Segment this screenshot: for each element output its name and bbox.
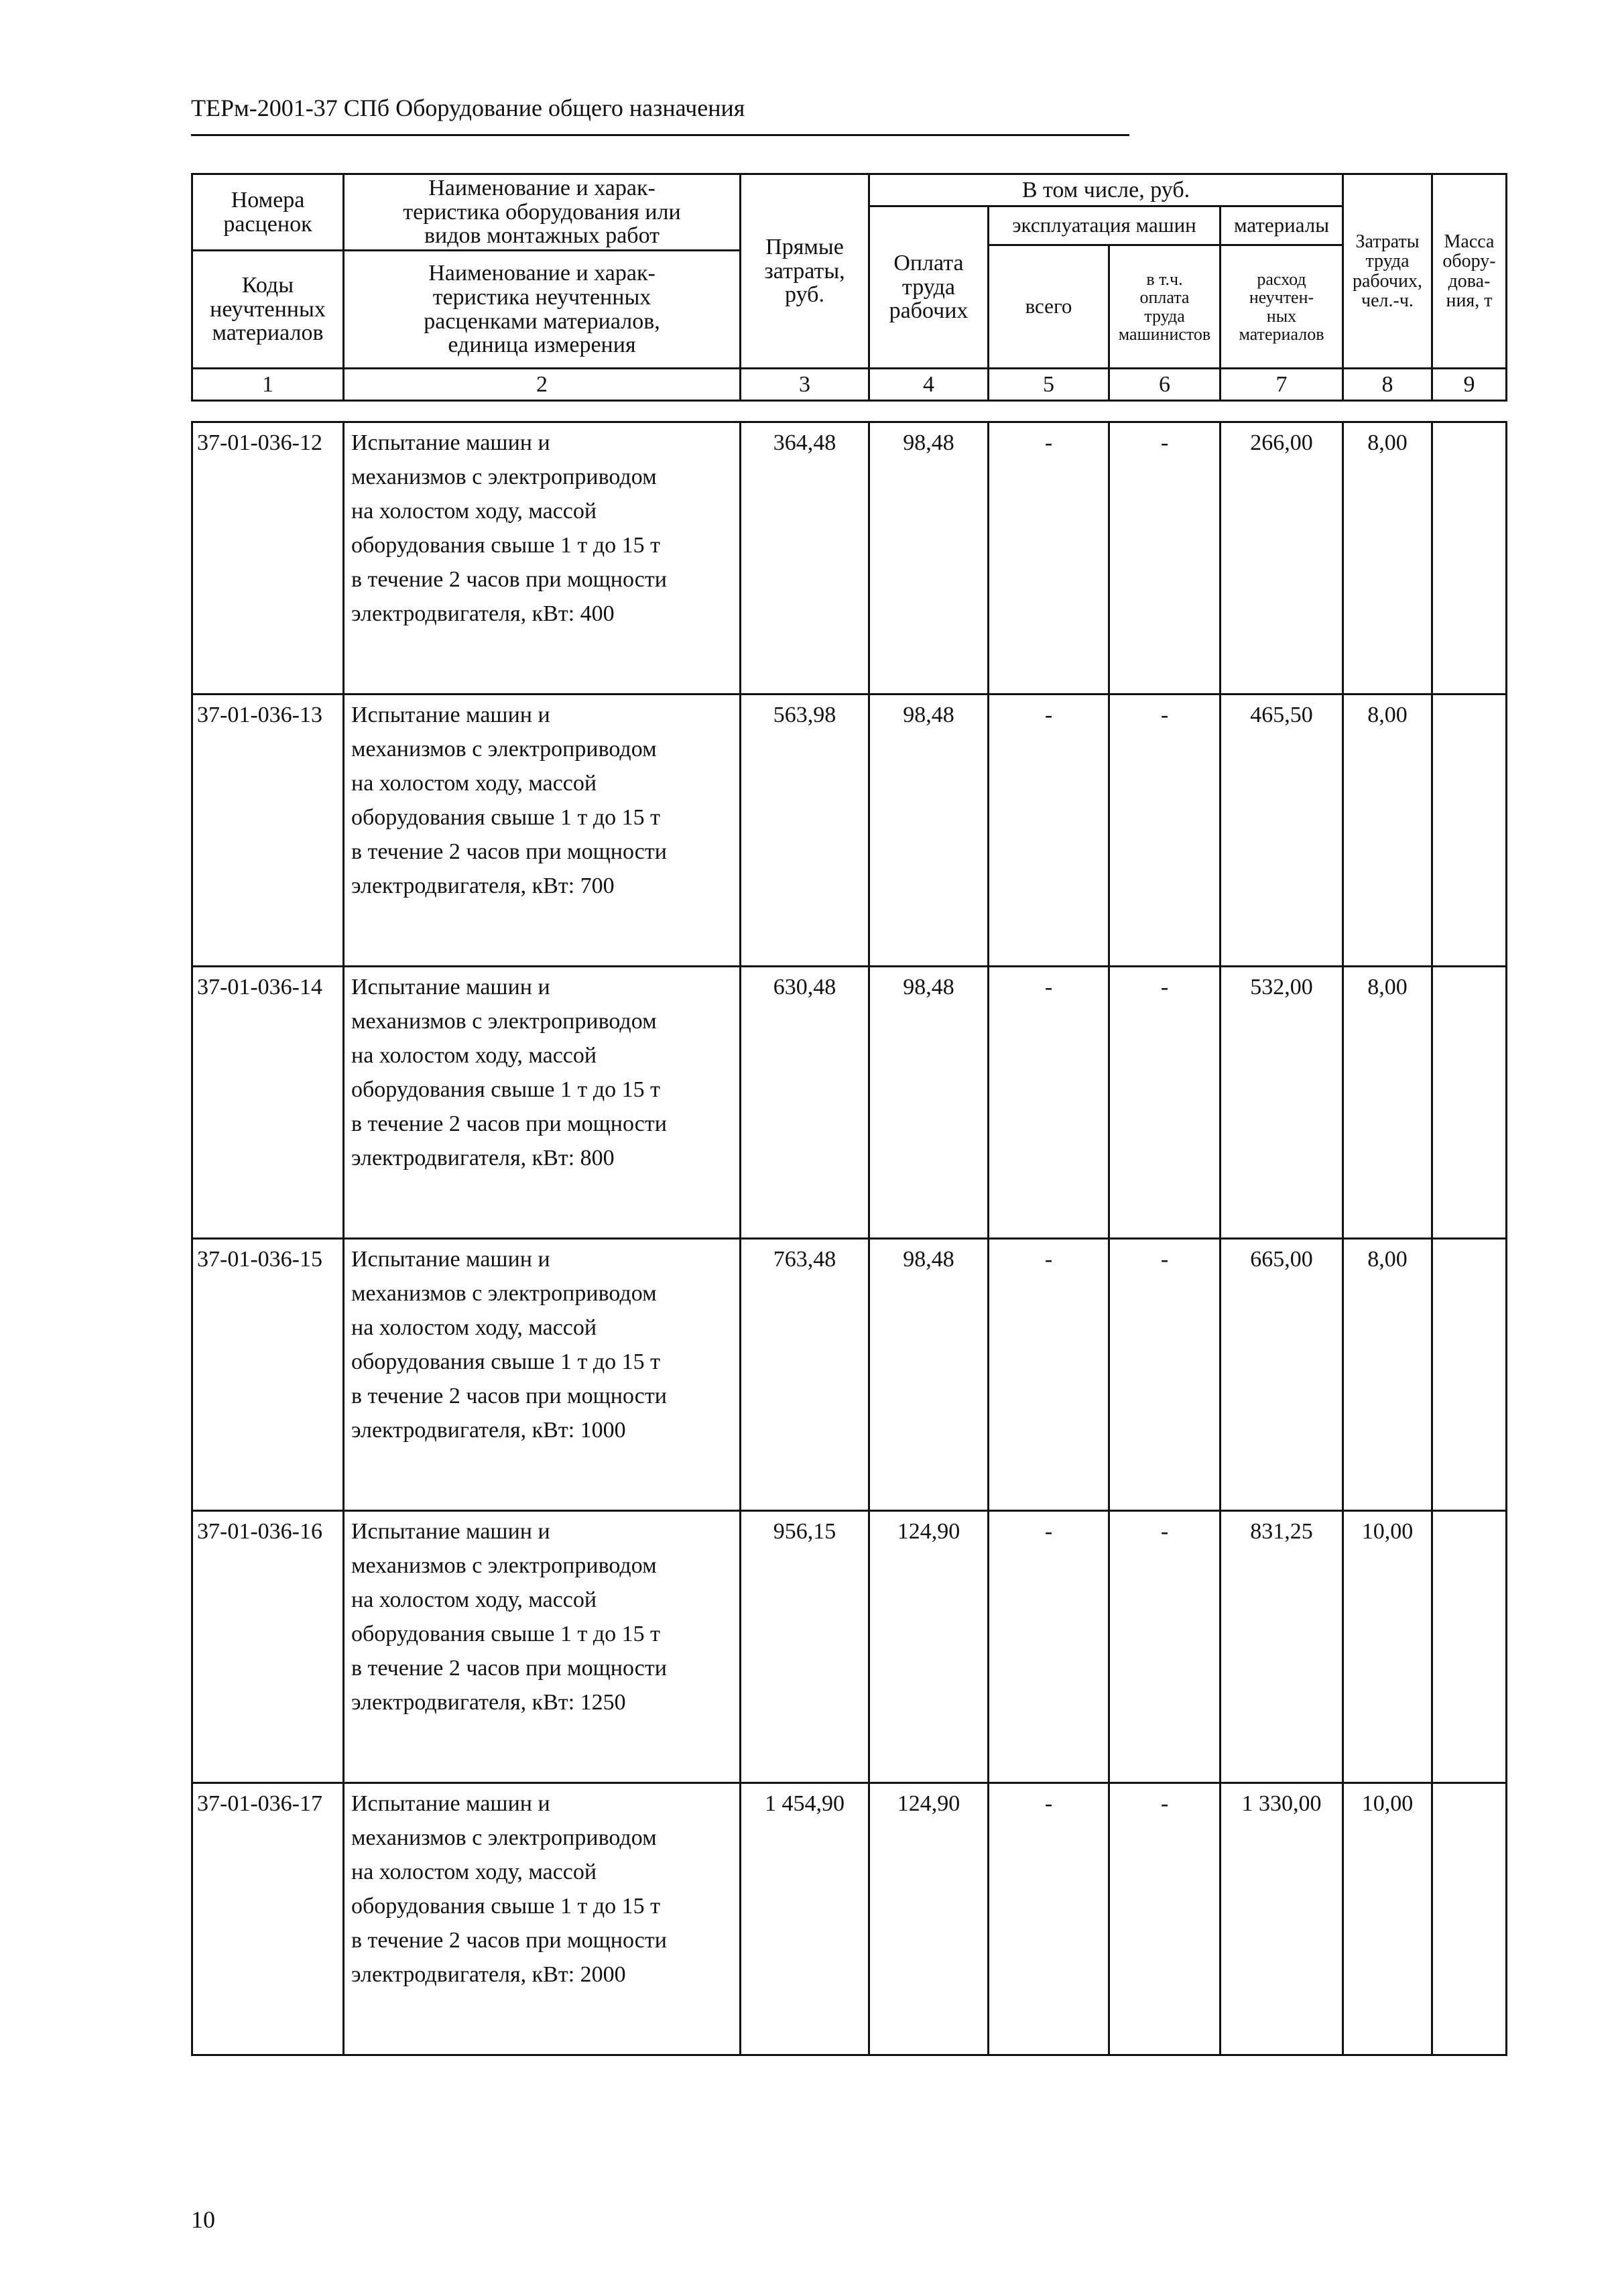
- column-number: 9: [1432, 369, 1507, 401]
- description-line: в течение 2 часов при мощности: [351, 839, 667, 864]
- column-number: 7: [1221, 369, 1343, 401]
- description-line: оборудования свыше 1 т до 15 т: [351, 1622, 661, 1646]
- column-number: 8: [1343, 369, 1432, 401]
- direct-costs: 763,48: [741, 1239, 869, 1511]
- description-line: на холостом ходу, массой: [351, 1315, 597, 1340]
- description-line: на холостом ходу, массой: [351, 1043, 597, 1068]
- direct-costs: 956,15: [741, 1511, 869, 1783]
- rate-description: [344, 967, 741, 1239]
- description-line: оборудования свыше 1 т до 15 т: [351, 805, 661, 830]
- header-codes: Номера расценок: [192, 174, 344, 251]
- equipment-mass: [1432, 1511, 1507, 1783]
- labor-pay: 98,48: [869, 694, 989, 967]
- description-line: Испытание машин и: [351, 703, 550, 727]
- machinists-pay: -: [1109, 1511, 1221, 1783]
- description-line: механизмов с электроприводом: [351, 1825, 657, 1850]
- direct-costs: 364,48: [741, 422, 869, 694]
- header-name: Наименование и харак- теристика оборудования или видов монтажных работ: [344, 174, 741, 251]
- labor-pay: 98,48: [869, 1239, 989, 1511]
- equipment-mass: [1432, 967, 1507, 1239]
- labor-pay: 124,90: [869, 1783, 989, 2055]
- description-line: на холостом ходу, массой: [351, 1860, 597, 1884]
- rate-description: [344, 1783, 741, 2055]
- description-line: на холостом ходу, массой: [351, 771, 597, 796]
- labor-pay: 98,48: [869, 967, 989, 1239]
- description-line: механизмов с электроприводом: [351, 737, 657, 762]
- description-line: в течение 2 часов при мощности: [351, 1384, 667, 1408]
- column-number: 5: [989, 369, 1109, 401]
- description-line: механизмов с электроприводом: [351, 1281, 657, 1306]
- materials-cost: 465,50: [1221, 694, 1343, 967]
- description-line: электродвигателя, кВт: 700: [351, 873, 615, 898]
- rate-description: [344, 694, 741, 967]
- description-line: электродвигателя, кВт: 800: [351, 1146, 615, 1170]
- materials-cost: 266,00: [1221, 422, 1343, 694]
- header-name-unaccounted: Наименование и харак- теристика неучтенных расценками материалов, единица измерения: [344, 251, 741, 369]
- rate-description: [344, 1239, 741, 1511]
- rates-table: [191, 421, 1507, 2056]
- description-line: Испытание машин и: [351, 430, 550, 455]
- description-line: электродвигателя, кВт: 1000: [351, 1418, 626, 1443]
- column-numbers-row: [192, 369, 1507, 401]
- description-line: в течение 2 часов при мощности: [351, 1656, 667, 1681]
- description-line: электродвигателя, кВт: 2000: [351, 1962, 626, 1987]
- description-line: механизмов с электроприводом: [351, 1009, 657, 1034]
- description-line: на холостом ходу, массой: [351, 1587, 597, 1612]
- labor-hours: 10,00: [1343, 1511, 1432, 1783]
- table-row: [192, 422, 1507, 694]
- description-line: в течение 2 часов при мощности: [351, 567, 667, 592]
- equipment-mass: [1432, 694, 1507, 967]
- rate-description: [344, 1511, 741, 1783]
- page-number: 10: [191, 2206, 215, 2233]
- equipment-mass: [1432, 1783, 1507, 2055]
- machinists-pay: -: [1109, 967, 1221, 1239]
- machinists-pay: -: [1109, 1783, 1221, 2055]
- header-codes-unaccounted: Коды неучтенных материалов: [192, 251, 344, 369]
- column-number: 6: [1109, 369, 1221, 401]
- description-line: электродвигателя, кВт: 1250: [351, 1690, 626, 1715]
- machines-total: -: [989, 1239, 1109, 1511]
- column-number: 3: [741, 369, 869, 401]
- description-line: оборудования свыше 1 т до 15 т: [351, 1894, 661, 1919]
- table-row: [192, 967, 1507, 1239]
- description-line: в течение 2 часов при мощности: [351, 1111, 667, 1136]
- rate-code: 37-01-036-17: [192, 1783, 344, 2055]
- header-machines-total: всего: [989, 245, 1109, 369]
- description-line: оборудования свыше 1 т до 15 т: [351, 533, 661, 558]
- direct-costs: 563,98: [741, 694, 869, 967]
- direct-costs: 630,48: [741, 967, 869, 1239]
- labor-hours: 10,00: [1343, 1783, 1432, 2055]
- labor-hours: 8,00: [1343, 694, 1432, 967]
- machines-total: -: [989, 1511, 1109, 1783]
- machinists-pay: -: [1109, 422, 1221, 694]
- description-line: оборудования свыше 1 т до 15 т: [351, 1077, 661, 1102]
- materials-cost: 831,25: [1221, 1511, 1343, 1783]
- rate-code: 37-01-036-16: [192, 1511, 344, 1783]
- rate-code: 37-01-036-14: [192, 967, 344, 1239]
- machinists-pay: -: [1109, 694, 1221, 967]
- description-line: Испытание машин и: [351, 975, 550, 1000]
- equipment-mass: [1432, 1239, 1507, 1511]
- rate-description: [344, 422, 741, 694]
- table-row: [192, 1511, 1507, 1783]
- equipment-mass: [1432, 422, 1507, 694]
- rate-code: 37-01-036-15: [192, 1239, 344, 1511]
- machines-total: -: [989, 422, 1109, 694]
- table-row: [192, 1239, 1507, 1511]
- labor-hours: 8,00: [1343, 967, 1432, 1239]
- labor-pay: 98,48: [869, 422, 989, 694]
- labor-pay: 124,90: [869, 1511, 989, 1783]
- machines-total: -: [989, 694, 1109, 967]
- materials-cost: 665,00: [1221, 1239, 1343, 1511]
- header-labor-hours: Затраты труда рабочих, чел.-ч.: [1343, 174, 1432, 369]
- running-header: ТЕРм-2001-37 СПб Оборудование общего назначения: [191, 95, 745, 121]
- header-rule: [191, 134, 1129, 136]
- header-materials: материалы: [1221, 206, 1343, 245]
- header-materials-unaccounted: расход неучтен- ных материалов: [1221, 245, 1343, 369]
- description-line: на холостом ходу, массой: [351, 499, 597, 524]
- description-line: оборудования свыше 1 т до 15 т: [351, 1349, 661, 1374]
- header-labor-pay: Оплата труда рабочих: [869, 206, 989, 369]
- description-line: механизмов с электроприводом: [351, 465, 657, 489]
- machines-total: -: [989, 967, 1109, 1239]
- table-row: [192, 694, 1507, 967]
- description-line: электродвигателя, кВт: 400: [351, 601, 615, 626]
- table-header: [191, 173, 1507, 402]
- labor-hours: 8,00: [1343, 1239, 1432, 1511]
- rate-code: 37-01-036-12: [192, 422, 344, 694]
- description-line: механизмов с электроприводом: [351, 1553, 657, 1578]
- column-number: 2: [344, 369, 741, 401]
- machinists-pay: -: [1109, 1239, 1221, 1511]
- machines-total: -: [989, 1783, 1109, 2055]
- description-line: Испытание машин и: [351, 1519, 550, 1544]
- description-line: Испытание машин и: [351, 1791, 550, 1816]
- column-number: 4: [869, 369, 989, 401]
- description-line: Испытание машин и: [351, 1247, 550, 1272]
- header-machines: эксплуатация машин: [989, 206, 1221, 245]
- column-number: 1: [192, 369, 344, 401]
- table-row: [192, 1783, 1507, 2055]
- materials-cost: 532,00: [1221, 967, 1343, 1239]
- materials-cost: 1 330,00: [1221, 1783, 1343, 2055]
- rate-code: 37-01-036-13: [192, 694, 344, 967]
- direct-costs: 1 454,90: [741, 1783, 869, 2055]
- header-machinists-pay: в т.ч. оплата труда машинистов: [1109, 245, 1221, 369]
- labor-hours: 8,00: [1343, 422, 1432, 694]
- header-direct-costs: Прямые затраты, руб.: [741, 174, 869, 369]
- header-mass: Масса обору- дова- ния, т: [1432, 174, 1507, 369]
- header-group: В том числе, руб.: [869, 174, 1343, 206]
- description-line: в течение 2 часов при мощности: [351, 1928, 667, 1953]
